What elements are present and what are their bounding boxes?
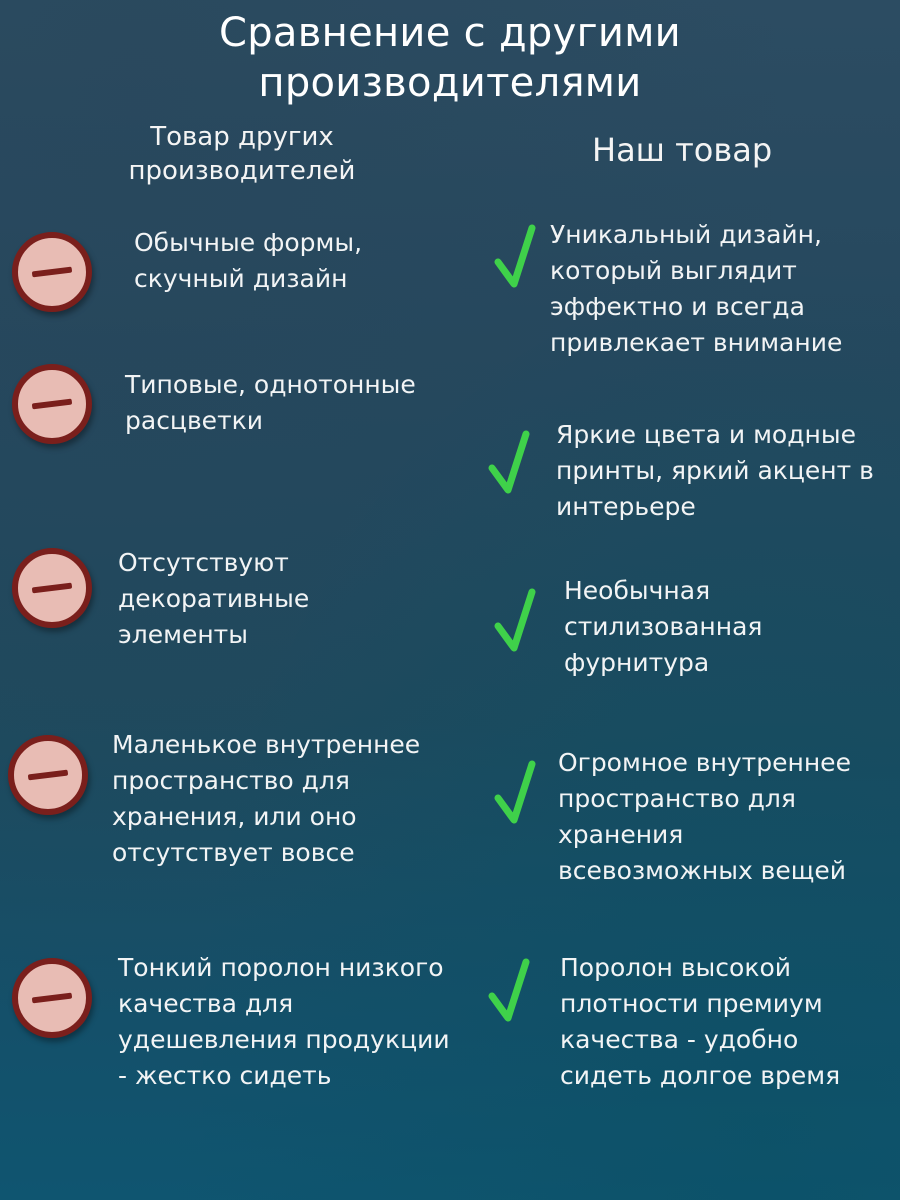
page-title-line-2: производителями bbox=[258, 60, 642, 106]
others-item-5 bbox=[118, 950, 450, 1094]
column-header-others bbox=[112, 120, 372, 188]
minus-icon bbox=[12, 548, 92, 628]
ours-item-4-line-1: Огромное внутреннее bbox=[558, 748, 851, 777]
others-item-4-line-4: отсутствует вовсе bbox=[112, 838, 355, 867]
ours-item-3-line-1: Необычная bbox=[564, 576, 711, 605]
ours-item-2-line-2: принты, яркий акцент в bbox=[556, 456, 874, 485]
ours-item-4-line-4: всевозможных вещей bbox=[558, 856, 846, 885]
ours-item-1-line-3: эффектно и всегда bbox=[550, 292, 805, 321]
others-item-5-line-4: - жестко сидеть bbox=[118, 1061, 332, 1090]
column-header-ours: Наш товар bbox=[592, 131, 773, 169]
ours-item-5 bbox=[560, 950, 840, 1094]
checkmark-icon bbox=[488, 430, 530, 496]
ours-item-1-line-1: Уникальный дизайн, bbox=[550, 220, 822, 249]
others-item-3-line-1: Отсутствуют bbox=[118, 548, 289, 577]
others-item-5-line-2: качества для bbox=[118, 989, 294, 1018]
others-item-3 bbox=[118, 545, 309, 653]
others-item-4-line-2: пространство для bbox=[112, 766, 350, 795]
others-item-1 bbox=[134, 225, 362, 297]
ours-item-1-line-2: который выглядит bbox=[550, 256, 797, 285]
ours-item-3-line-2: стилизованная bbox=[564, 612, 763, 641]
others-item-3-line-3: элементы bbox=[118, 620, 248, 649]
others-item-1-line-1: Обычные формы, bbox=[134, 228, 363, 257]
others-item-2 bbox=[125, 367, 416, 439]
page-title-line-1: Сравнение с другими bbox=[219, 10, 681, 56]
minus-icon bbox=[8, 735, 88, 815]
minus-icon bbox=[12, 364, 92, 444]
others-item-5-line-3: удешевления продукции bbox=[118, 1025, 450, 1054]
checkmark-icon bbox=[494, 224, 536, 290]
ours-item-2 bbox=[556, 417, 874, 525]
ours-item-1 bbox=[550, 217, 842, 361]
ours-item-2-line-3: интерьере bbox=[556, 492, 696, 521]
ours-item-2-line-1: Яркие цвета и модные bbox=[556, 420, 856, 449]
others-item-3-line-2: декоративные bbox=[118, 584, 310, 613]
page-title bbox=[0, 8, 900, 108]
column-header-others-line-2: производителей bbox=[128, 156, 356, 186]
ours-item-3-line-3: фурнитура bbox=[564, 648, 710, 677]
checkmark-icon bbox=[494, 760, 536, 826]
others-item-4-line-3: хранения, или оно bbox=[112, 802, 357, 831]
ours-item-3 bbox=[564, 573, 762, 681]
ours-item-5-line-4: сидеть долгое время bbox=[560, 1061, 841, 1090]
others-item-2-line-1: Типовые, однотонные bbox=[125, 370, 416, 399]
minus-icon bbox=[12, 958, 92, 1038]
others-item-4 bbox=[112, 727, 420, 871]
ours-item-5-line-2: плотности премиум bbox=[560, 989, 823, 1018]
ours-item-1-line-4: привлекает внимание bbox=[550, 328, 843, 357]
others-item-1-line-2: скучный дизайн bbox=[134, 264, 348, 293]
ours-item-5-line-1: Поролон высокой bbox=[560, 953, 791, 982]
others-item-4-line-1: Маленькое внутреннее bbox=[112, 730, 421, 759]
ours-item-4-line-2: пространство для bbox=[558, 784, 796, 813]
others-item-5-line-1: Тонкий поролон низкого bbox=[118, 953, 444, 982]
column-header-others-line-1: Товар других bbox=[150, 122, 334, 152]
checkmark-icon bbox=[488, 958, 530, 1024]
ours-item-4 bbox=[558, 745, 851, 889]
checkmark-icon bbox=[494, 588, 536, 654]
minus-icon bbox=[12, 232, 92, 312]
ours-item-5-line-3: качества - удобно bbox=[560, 1025, 799, 1054]
ours-item-4-line-3: хранения bbox=[558, 820, 684, 849]
others-item-2-line-2: расцветки bbox=[125, 406, 263, 435]
